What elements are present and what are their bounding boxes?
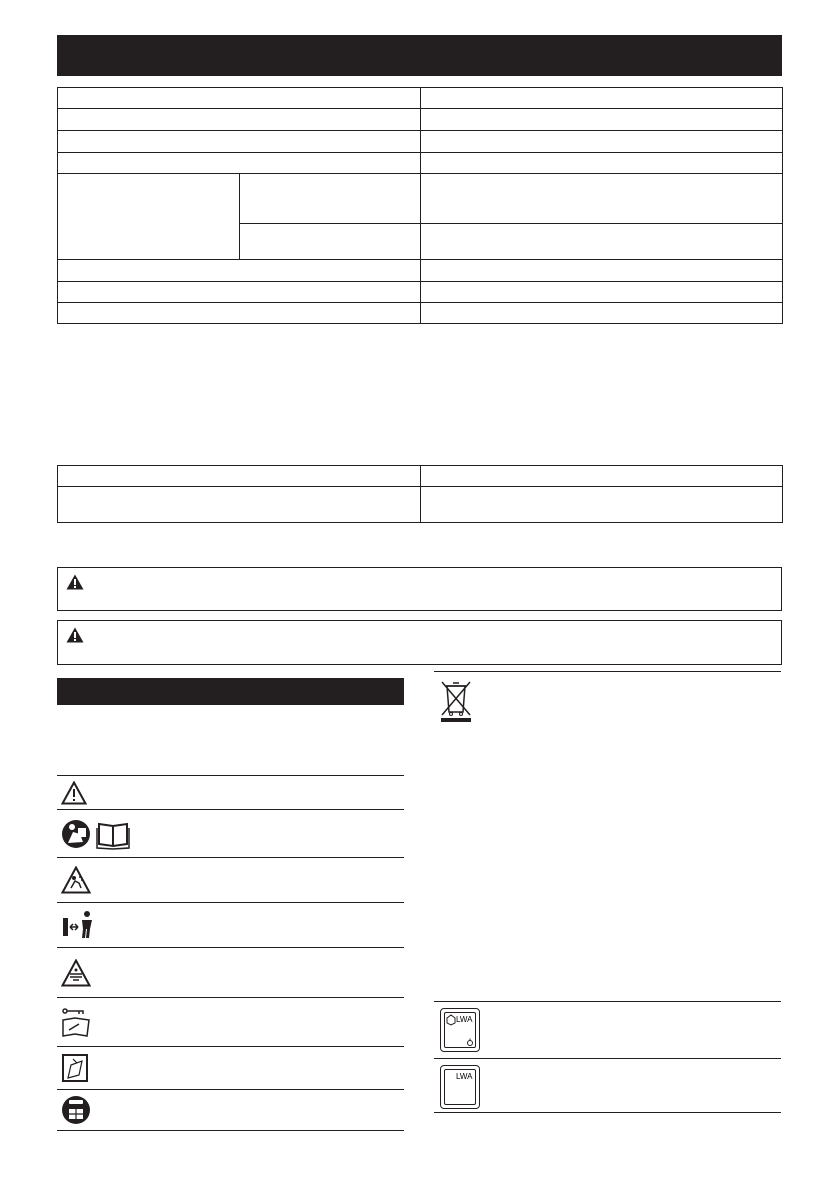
warning-triangle-icon xyxy=(66,574,84,590)
symbol-row xyxy=(57,1089,404,1131)
warning-box xyxy=(57,567,782,611)
spec-value-cell xyxy=(421,260,783,282)
spec-value-cell xyxy=(421,153,783,174)
lwa-label: LWA xyxy=(456,1072,473,1081)
spec-value-cell xyxy=(421,131,783,153)
sound-power-lwa-plain-icon xyxy=(440,1065,480,1109)
spec-sublabel-cell xyxy=(240,174,421,224)
symbol-row xyxy=(57,997,404,1046)
symbol-row xyxy=(57,902,404,947)
symbol-row xyxy=(57,809,404,857)
symbol-row xyxy=(57,1046,404,1089)
noise-value-cell xyxy=(421,487,783,523)
noise-value-cell xyxy=(421,466,783,487)
symbol-row xyxy=(57,857,404,902)
symbol-row xyxy=(57,775,404,809)
weee-crossed-bin-icon xyxy=(438,678,474,722)
wear-protection-icon xyxy=(61,1095,91,1125)
spec-group-label-cell xyxy=(58,174,240,260)
warning-box xyxy=(57,620,782,665)
warning-triangle-icon xyxy=(66,627,84,643)
spec-sublabel-cell xyxy=(240,224,421,260)
manual-reference-icon xyxy=(61,1053,89,1083)
specifications-table xyxy=(57,87,782,323)
noise-table xyxy=(57,465,782,522)
noise-label-cell xyxy=(58,487,421,523)
spec-value-cell xyxy=(421,282,783,303)
caution-triangle-icon xyxy=(61,781,87,805)
weee-symbol-block xyxy=(434,671,781,1001)
spec-label-cell xyxy=(58,131,421,153)
spec-value-cell xyxy=(421,88,783,109)
spec-label-cell xyxy=(58,303,421,324)
symbols-list xyxy=(57,775,404,1131)
noise-label-cell xyxy=(58,466,421,487)
spec-value-cell xyxy=(421,174,783,224)
symbol-row xyxy=(434,671,781,1001)
lwa-plain-symbol-block xyxy=(434,1058,781,1113)
symbol-row xyxy=(57,947,404,997)
ricochet-hazard-icon xyxy=(61,959,91,987)
symbol-row xyxy=(434,1058,781,1112)
spec-label-cell xyxy=(58,153,421,174)
lwa-symbol-block xyxy=(434,1001,781,1058)
read-manual-icon xyxy=(61,818,137,850)
spec-label-cell xyxy=(58,88,421,109)
spec-value-cell xyxy=(421,224,783,260)
sound-power-lwa-icon xyxy=(440,1008,480,1052)
spec-label-cell xyxy=(58,260,421,282)
spec-label-cell xyxy=(58,282,421,303)
header-banner xyxy=(57,35,782,76)
spec-value-cell xyxy=(421,109,783,131)
symbols-section-heading xyxy=(57,678,404,705)
symbol-row xyxy=(434,1001,781,1058)
remove-key-icon xyxy=(61,1006,91,1038)
spec-value-cell xyxy=(421,303,783,324)
flying-objects-icon xyxy=(61,866,91,894)
spec-label-cell xyxy=(58,109,421,131)
lwa-label: LWA xyxy=(456,1015,473,1024)
keep-distance-icon xyxy=(61,910,95,940)
